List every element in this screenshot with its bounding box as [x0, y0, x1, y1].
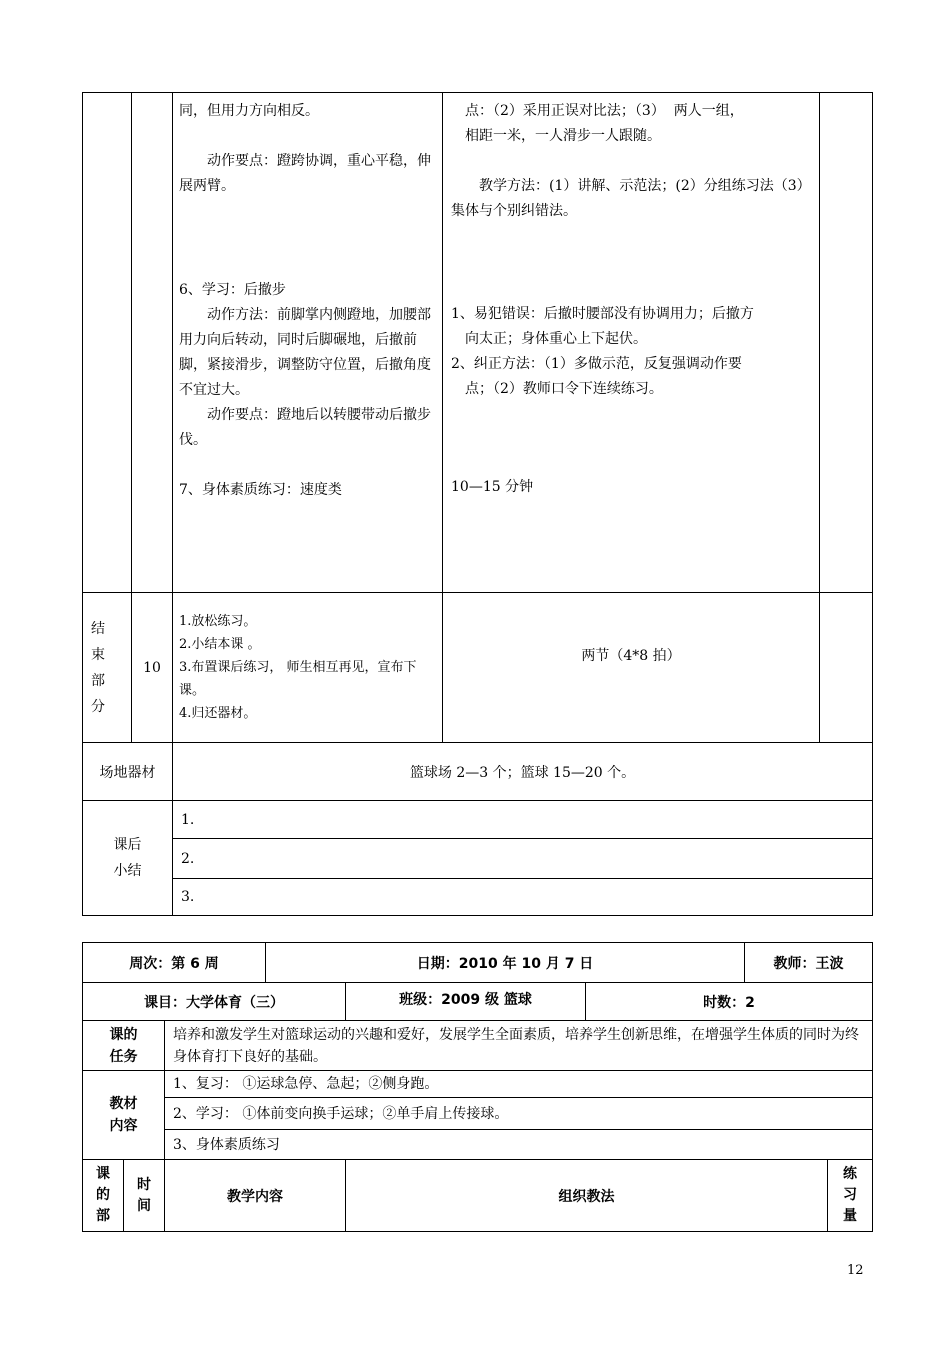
hours: 时数：2: [703, 994, 755, 1011]
item6-method: 动作方法：前脚掌内侧蹬地，加腰部用力向后转动，同时后脚碾地，后撤前脚，紧接滑步，调整防守位置，后撤角度不宜过大。: [179, 307, 431, 398]
teaching-content-cell: [173, 93, 443, 593]
summary-line-3: [173, 879, 873, 916]
summary-line-1: [173, 801, 873, 839]
common-errors: 1、易犯错误：后撤时腰部没有协调用力；后撤方 向太正；身体重心上下起伏。: [451, 306, 754, 347]
summary-label-cell: [83, 801, 173, 916]
lesson-plan-header-table: [82, 942, 873, 1232]
end-org: 两节（4*8 拍）: [581, 648, 681, 664]
item6-title: 6、学习：后撤步: [179, 282, 286, 298]
end-time-cell: [132, 593, 173, 743]
lesson-table-continued: [82, 92, 873, 916]
class: 班级：2009 级 篮球: [399, 992, 532, 1008]
end-org-cell: [443, 593, 820, 743]
organization-cell: [443, 93, 820, 593]
end-amount-cell: [820, 593, 873, 743]
content-label-cell: [83, 1071, 165, 1160]
class-cell: [346, 983, 586, 1021]
content-line-1: [165, 1071, 873, 1098]
col-content: 教学内容: [227, 1188, 284, 1205]
action-point: 动作要点：蹬跨协调，重心平稳，伸展两臂。: [179, 153, 431, 194]
task-cell: [165, 1021, 873, 1071]
teacher: 教师：王波: [773, 955, 844, 972]
summary-line-1-text: 1.: [181, 811, 195, 828]
teacher-cell: [745, 943, 873, 983]
time-cell: [132, 93, 173, 593]
teaching-method: 教学方法：(1）讲解、示范法；(2）分组练习法（3）集体与个别纠错法。: [451, 178, 811, 219]
end-time: 10: [143, 659, 161, 676]
summary-line-3-text: 3.: [181, 889, 195, 905]
content-line-2-text: 2、学习： ①体前变向换手运球；②单手肩上传接球。: [173, 1105, 509, 1122]
venue-label: 场地器材: [99, 764, 156, 781]
exercise-time: 10—15 分钟: [451, 479, 534, 495]
page-number: 12: [847, 1263, 864, 1278]
item7: 7、身体素质练习：速度类: [179, 482, 342, 498]
end-part-label-cell: [83, 593, 132, 743]
summary-label: 课后 小结: [113, 837, 142, 879]
date-cell: [266, 943, 745, 983]
venue-label-cell: [83, 743, 173, 801]
content-line-3: [165, 1130, 873, 1160]
date: 日期：2010 年 10 月 7 日: [416, 955, 594, 972]
col-part-cell: [83, 1160, 124, 1232]
col-amount: 练 习 量: [843, 1166, 858, 1224]
col-part: 课 的 部: [96, 1166, 110, 1224]
content-line-3-text: 3、身体素质练习: [173, 1136, 280, 1153]
col-amount-cell: [828, 1160, 873, 1232]
course: 课目：大学体育（三）: [144, 994, 285, 1011]
col-org: 组织教法: [558, 1188, 615, 1205]
task: 培养和激发学生对篮球运动的兴趣和爱好，发展学生全面素质，培养学生创新思维，在增强学生体质的同时为终身体育打下良好的基础。: [173, 1026, 859, 1065]
hours-cell: [586, 983, 873, 1021]
venue-value-cell: [173, 743, 873, 801]
course-cell: [83, 983, 346, 1021]
col-time-cell: [124, 1160, 165, 1232]
summary-line-2-text: 2.: [181, 850, 195, 867]
content-line-2: [165, 1098, 873, 1130]
col-content-cell: [165, 1160, 346, 1232]
amount-cell: [820, 93, 873, 593]
end-items: 1.放松练习。 2.小结本课 。 3.布置课后练习， 师生相互再见，宣布下课。 4.归还器材。: [179, 614, 417, 721]
week: 周次：第 6 周: [129, 955, 219, 972]
col-time: 时 间: [137, 1176, 151, 1214]
part-cell: [83, 93, 132, 593]
end-content-cell: [173, 593, 443, 743]
org-line: 点：（2）采用正误对比法；（3） 两人一组， 相距一米，一人滑步一人跟随。: [464, 103, 744, 144]
end-part-label: 结 束 部 分: [91, 620, 105, 715]
venue-value: 篮球场 2—3 个；篮球 15—20 个。: [409, 764, 636, 781]
summary-line-2: [173, 839, 873, 879]
content-line: 同，但用力方向相反。: [179, 103, 319, 119]
task-label: 课的 任务: [109, 1026, 138, 1065]
week-cell: [83, 943, 266, 983]
correction-method: 2、纠正方法：（1）多做示范，反复强调动作要 点；（2）教师口令下连续练习。: [451, 356, 742, 397]
content-label: 教材 内容: [109, 1096, 138, 1134]
col-org-cell: [346, 1160, 828, 1232]
task-label-cell: [83, 1021, 165, 1071]
item6-point: 动作要点：蹬地后以转腰带动后撤步伐。: [179, 407, 431, 448]
content-line-1-text: 1、复习： ①运球急停、急起；②侧身跑。: [173, 1076, 439, 1092]
